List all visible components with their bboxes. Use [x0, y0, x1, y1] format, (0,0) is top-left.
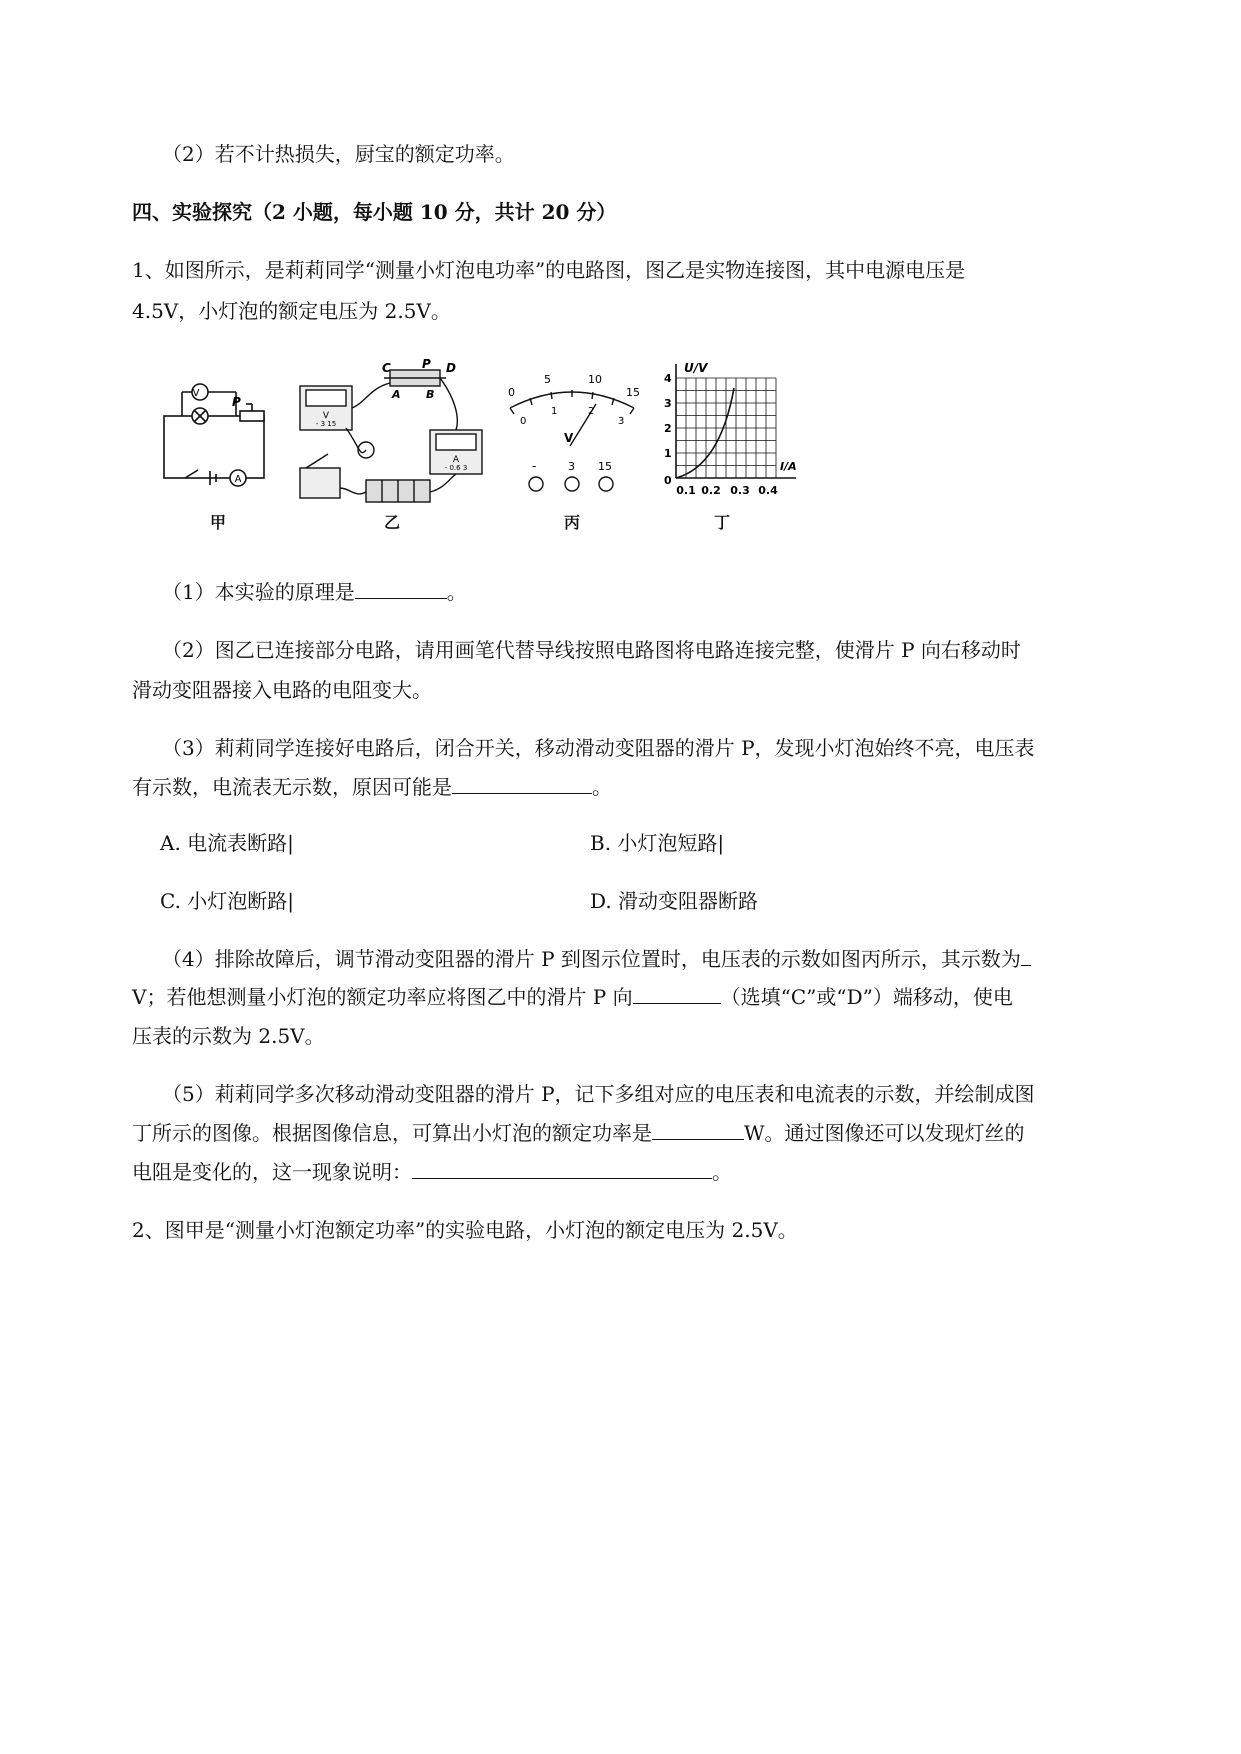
sub-question-3-line-2	[132, 773, 612, 801]
sub-question-2-text: （2）若不计热损失，厨宝的额定功率。	[162, 142, 515, 166]
caption-bing: 丙	[564, 513, 581, 532]
bing-top-tick-15: 15	[626, 386, 640, 399]
sub-question-4-line-3: 压表的示数为 2.5V。	[132, 1024, 325, 1048]
ding-ytick-4: 4	[664, 372, 672, 385]
ding-xlabel: I/A	[780, 460, 797, 473]
bing-top-tick-10: 10	[588, 373, 602, 386]
choice-d[interactable]: D. 滑动变阻器断路	[590, 889, 759, 913]
jia-voltmeter-label: V	[192, 388, 200, 399]
question-1-line-1: 1、如图所示，是莉莉同学“测量小灯泡电功率”的电路图，图乙是实物连接图，其中电源电压是	[132, 258, 966, 282]
yi-terminal-c: C	[382, 361, 391, 375]
answer-blank-cause[interactable]	[452, 773, 592, 794]
choice-c[interactable]: C. 小灯泡断路|	[160, 889, 295, 913]
sub-question-3-end: 。	[592, 775, 612, 799]
bing-bottom-tick-0: 0	[520, 416, 527, 427]
choice-b[interactable]: B. 小灯泡短路|	[590, 831, 725, 855]
bing-bottom-tick-1: 1	[551, 406, 558, 417]
bing-terminal-minus: -	[532, 459, 537, 473]
bing-unit-label: V	[564, 431, 574, 445]
sub-question-5-text-2: W。通过图像还可以发现灯丝的	[744, 1121, 1025, 1145]
sub-question-1-end: 。	[446, 580, 467, 604]
bing-top-tick-5: 5	[544, 373, 551, 386]
bing-terminal-3: 3	[568, 460, 575, 473]
sub-question-5-line-2	[132, 1119, 1025, 1147]
yi-terminal-d: D	[446, 361, 456, 375]
yi-terminal-a: A	[392, 388, 401, 401]
sub-question-1	[162, 578, 467, 606]
bing-top-tick-0: 0	[508, 386, 515, 399]
sub-question-4-line-1	[162, 945, 1031, 973]
answer-blank-explanation[interactable]	[412, 1158, 712, 1179]
question-1-line-2: 4.5V，小灯泡的额定电压为 2.5V。	[132, 299, 451, 323]
sub-question-4-text: （4）排除故障后，调节滑动变阻器的滑片 P 到图示位置时，电压表的示数如图丙所示，其示数为	[162, 947, 1021, 971]
bing-terminal-15: 15	[598, 460, 612, 473]
sub-question-3-text: 有示数，电流表无示数，原因可能是	[132, 775, 452, 799]
sub-question-2-line-2: 滑动变阻器接入电路的电阻变大。	[132, 678, 432, 702]
circuit-diagram-jia	[164, 384, 264, 486]
sub-question-5-text-3: 电阻是变化的，这一现象说明：	[132, 1160, 412, 1184]
sub-question-4-text-3: （选填“C”或“D”）端移动，使电	[720, 985, 1013, 1009]
physical-circuit-yi	[300, 370, 482, 502]
answer-blank-power[interactable]	[652, 1119, 744, 1140]
jia-slider-label: P	[232, 395, 241, 409]
ding-ylabel: U/V	[684, 361, 708, 375]
answer-blank-principle[interactable]	[355, 578, 447, 599]
ding-ytick-2: 2	[664, 422, 672, 435]
choice-a[interactable]: A. 电流表断路|	[160, 831, 294, 855]
ui-graph-ding	[676, 364, 796, 478]
sub-question-4-text-2: V；若他想测量小灯泡的额定功率应将图乙中的滑片 P 向	[132, 985, 633, 1009]
yi-ammeter-label: A	[452, 455, 460, 465]
bing-bottom-tick-3: 3	[618, 416, 625, 427]
yi-voltmeter-label: V	[322, 411, 330, 421]
jia-ammeter-label: A	[234, 474, 242, 485]
yi-voltmeter-scale: - 3 15	[315, 420, 337, 428]
ding-xtick-0.2: 0.2	[701, 484, 721, 497]
ding-xtick-0.1: 0.1	[676, 484, 696, 497]
caption-yi: 乙	[384, 513, 401, 532]
ding-origin: 0	[664, 474, 672, 487]
ding-xtick-0.4: 0.4	[758, 484, 778, 497]
answer-blank-direction[interactable]	[633, 983, 721, 1004]
question-2-line-1: 2、图甲是“测量小灯泡额定功率”的实验电路，小灯泡的额定电压为 2.5V。	[132, 1218, 798, 1242]
section-heading: 四、实验探究（2 小题，每小题 10 分，共计 20 分）	[132, 200, 617, 224]
sub-question-4-line-2	[132, 983, 1013, 1011]
answer-blank-reading[interactable]	[1021, 945, 1031, 966]
sub-question-1-text: （1）本实验的原理是	[162, 580, 355, 604]
sub-question-5-end: 。	[712, 1160, 732, 1184]
caption-ding: 丁	[714, 513, 731, 532]
yi-ammeter-scale: - 0.6 3	[444, 464, 468, 472]
yi-terminal-b: B	[426, 388, 435, 401]
sub-question-5-text: 丁所示的图像。根据图像信息，可算出小灯泡的额定功率是	[132, 1121, 652, 1145]
bing-bottom-tick-2: 2	[588, 406, 595, 417]
caption-jia: 甲	[210, 513, 227, 532]
ding-ytick-3: 3	[664, 397, 672, 410]
sub-question-3-line-1: （3）莉莉同学连接好电路后，闭合开关，移动滑动变阻器的滑片 P，发现小灯泡始终不亮，电压表	[162, 736, 1035, 760]
sub-question-5-line-3	[132, 1158, 732, 1186]
sub-question-5-line-1: （5）莉莉同学多次移动滑动变阻器的滑片 P，记下多组对应的电压表和电流表的示数，并绘制成图	[162, 1082, 1035, 1106]
ding-ytick-1: 1	[664, 447, 672, 460]
ding-xtick-0.3: 0.3	[730, 484, 750, 497]
sub-question-2-line-1: （2）图乙已连接部分电路，请用画笔代替导线按照电路图将电路连接完整，使滑片 P 向右移动时	[162, 638, 1021, 662]
yi-slider-p: P	[422, 358, 431, 371]
